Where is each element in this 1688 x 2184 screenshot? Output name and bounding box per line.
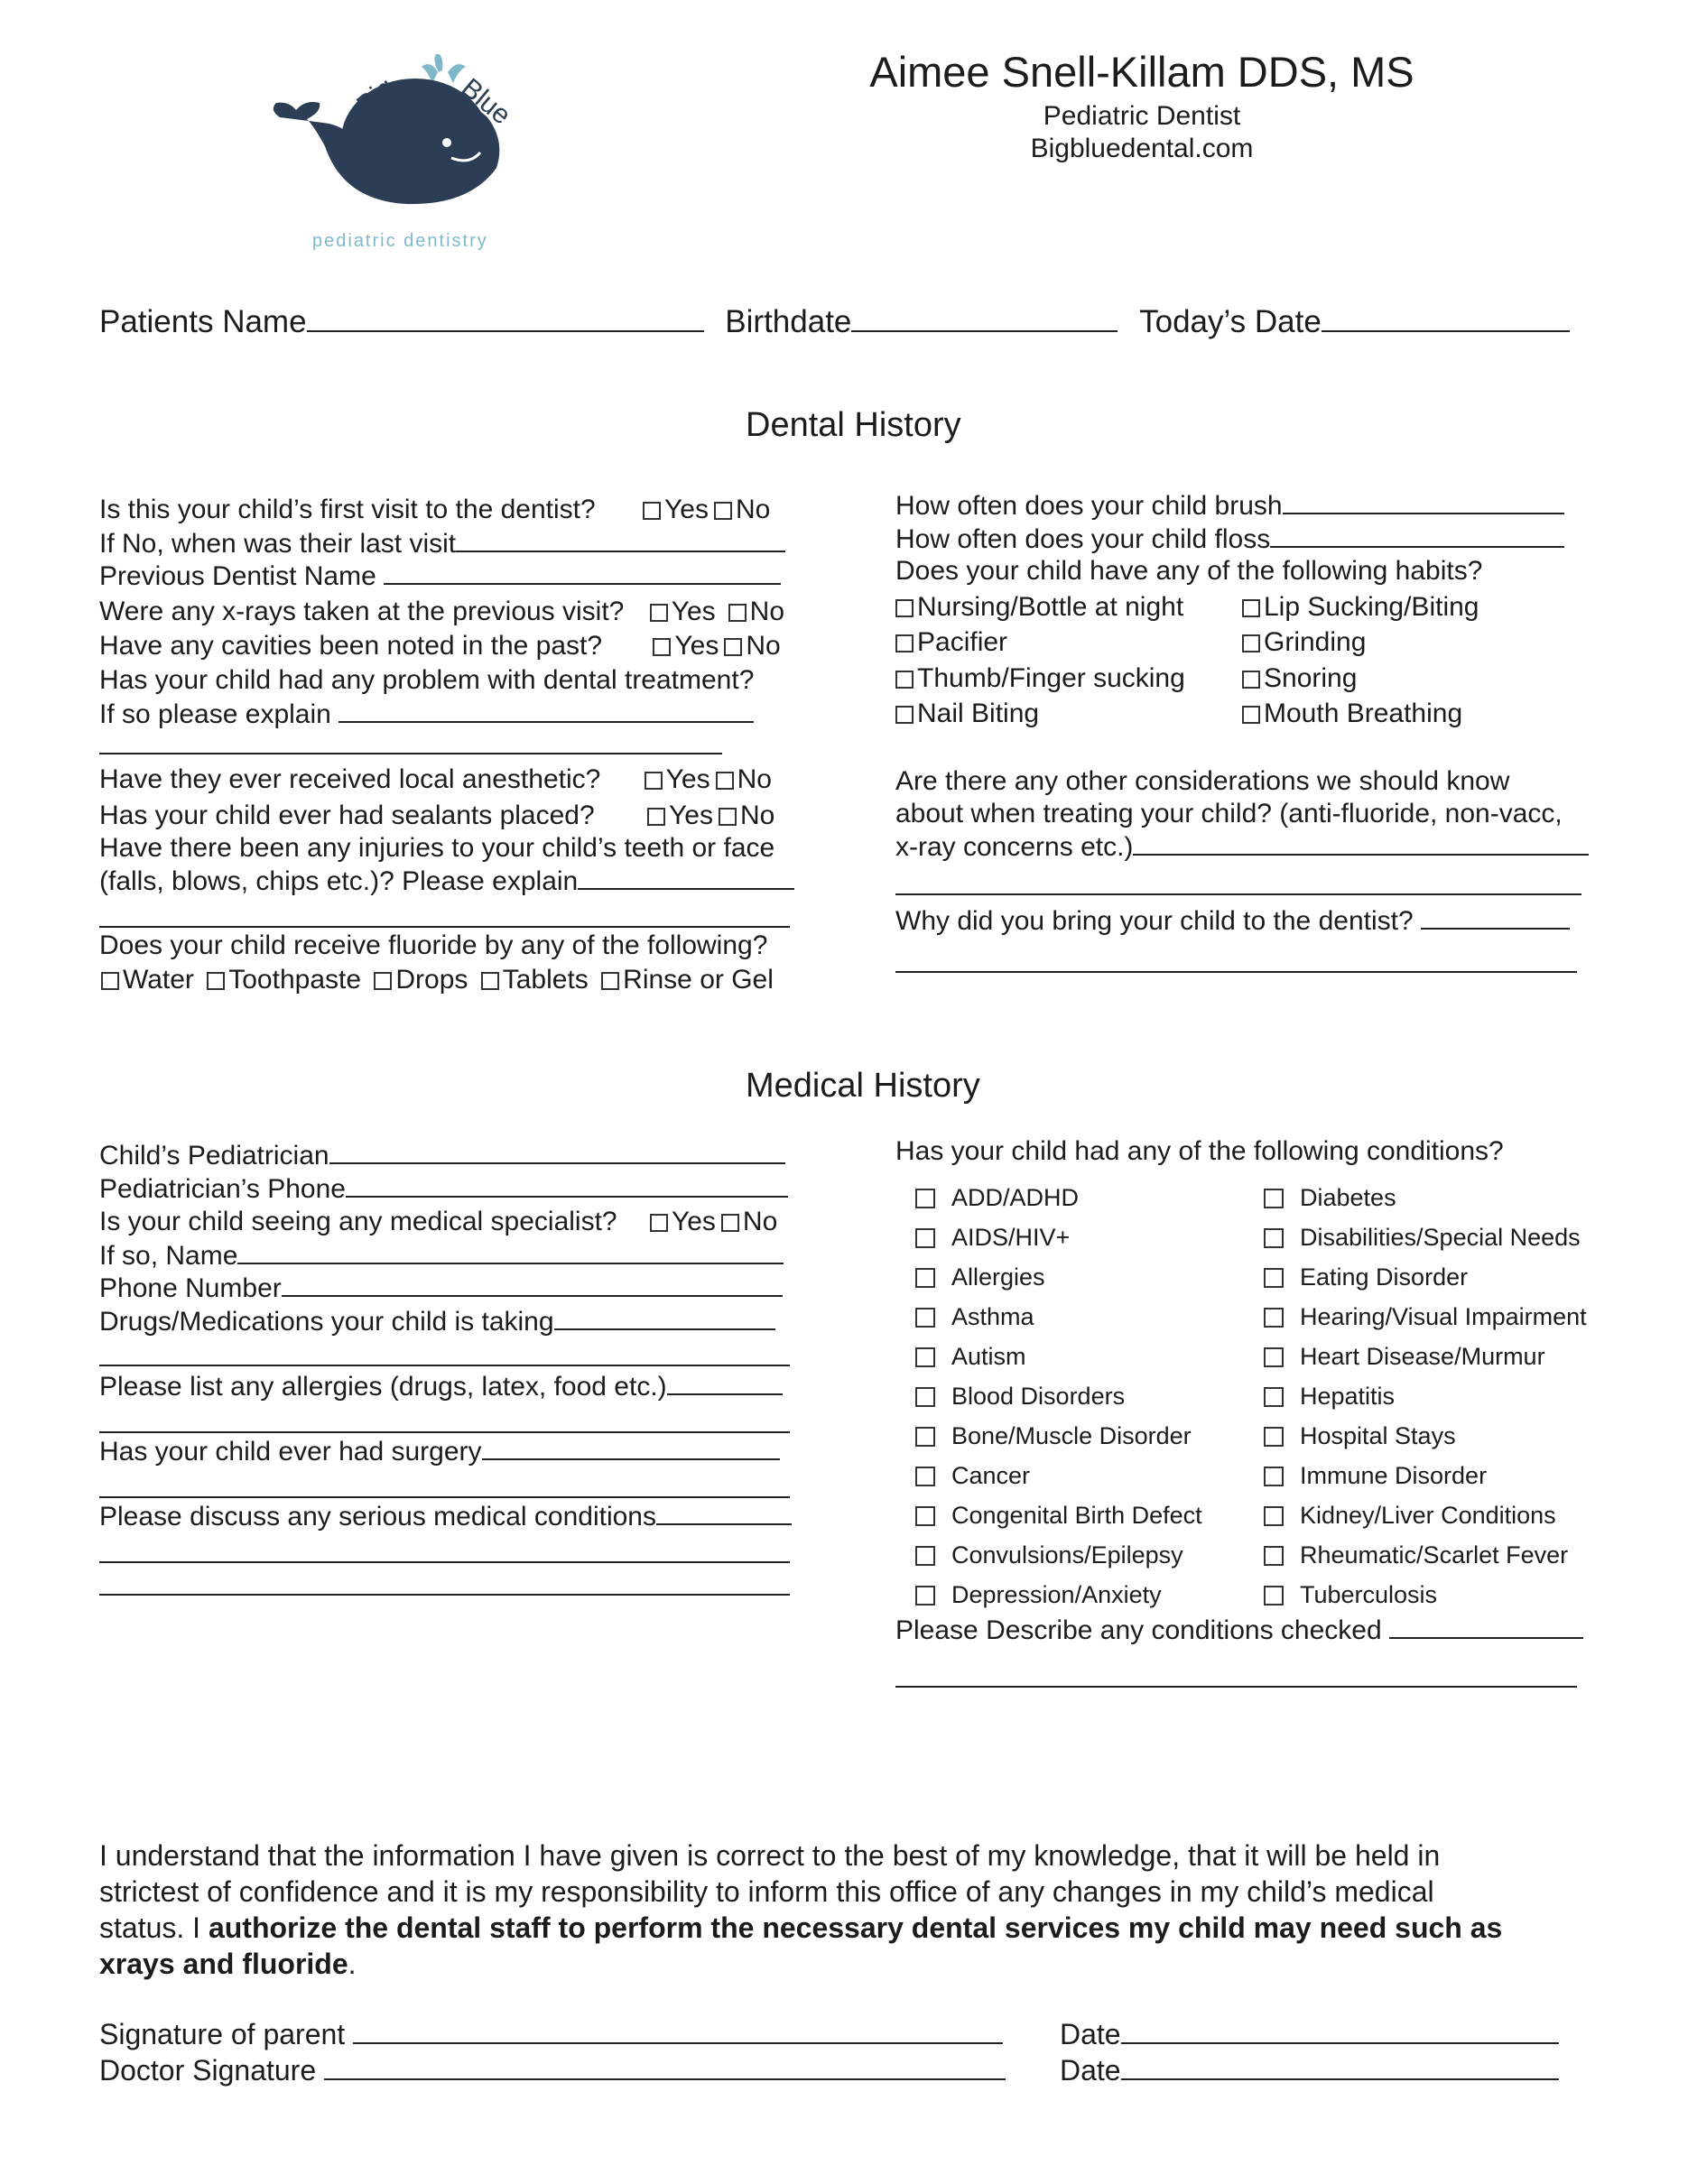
condition-item (1264, 1178, 1587, 1217)
condition-label: Eating Disorder (1300, 1263, 1469, 1291)
injuries-row (99, 865, 794, 898)
injuries-question-2: (falls, blows, chips etc.)? Please explain (99, 866, 579, 896)
anesthetic-no-checkbox[interactable] (716, 772, 734, 790)
drugs-label: Drugs/Medications your child is taking (99, 1307, 554, 1337)
condition-label: Disabilities/Special Needs (1300, 1224, 1581, 1251)
condition-checkbox[interactable] (1264, 1308, 1284, 1328)
other-considerations-3: x-ray concerns etc.) (895, 832, 1134, 862)
last-visit-label: If No, when was their last visit (99, 529, 457, 559)
condition-item (915, 1535, 1202, 1575)
first-visit-no-checkbox[interactable] (714, 502, 732, 520)
sealants-yes-checkbox[interactable] (647, 808, 665, 826)
condition-item (915, 1257, 1202, 1297)
fluoride-tablets-checkbox[interactable] (481, 972, 499, 990)
condition-label: Convulsions/Epilepsy (951, 1541, 1183, 1569)
condition-checkbox[interactable] (915, 1347, 935, 1367)
sealants-no-checkbox[interactable] (719, 808, 737, 826)
condition-item (1264, 1297, 1587, 1337)
fluoride-tablets-label: Tablets (502, 965, 589, 995)
consent-line-4-bold: xrays and fluoride (99, 1948, 348, 1980)
condition-checkbox[interactable] (1264, 1467, 1284, 1486)
serious-conditions-line2[interactable] (99, 1561, 790, 1563)
consent-line-3-normal: status. I (99, 1911, 209, 1944)
explain-row (99, 698, 754, 731)
logo-text-big: Big (351, 72, 401, 121)
condition-checkbox[interactable] (915, 1308, 935, 1328)
condition-item (1264, 1257, 1587, 1297)
condition-checkbox[interactable] (915, 1268, 935, 1288)
specialist-name-row (99, 1239, 784, 1272)
condition-item (1264, 1217, 1587, 1257)
patient-name-label: Patients Name (99, 304, 307, 339)
first-visit-question: Is this your child’s first visit to the dentist? (99, 495, 596, 524)
condition-checkbox[interactable] (915, 1189, 935, 1208)
cavities-row (99, 630, 781, 662)
explain-field[interactable] (339, 698, 754, 723)
parent-signature-label: Signature of parent (99, 2018, 346, 2050)
condition-checkbox[interactable] (1264, 1268, 1284, 1288)
parent-signature-field[interactable] (353, 2019, 1003, 2044)
surgery-row (99, 1435, 780, 1468)
drugs-field[interactable] (554, 1305, 775, 1330)
condition-label: Bone/Muscle Disorder (951, 1422, 1192, 1449)
prev-dentist-label: Previous Dentist Name (99, 561, 376, 591)
habit-item (895, 626, 1007, 659)
sealants-yes-label: Yes (669, 800, 713, 830)
habit-label: Grinding (1264, 627, 1367, 657)
condition-item (915, 1217, 1202, 1257)
habit-item (895, 662, 1185, 695)
phone-number-label: Phone Number (99, 1273, 282, 1303)
sealants-no-label: No (739, 800, 775, 830)
drugs-row (99, 1305, 775, 1338)
habit-checkbox[interactable] (895, 599, 914, 617)
condition-label: Hospital Stays (1300, 1422, 1456, 1449)
habit-checkbox[interactable] (1242, 706, 1260, 724)
condition-label: ADD/ADHD (951, 1184, 1080, 1211)
condition-item (915, 1575, 1202, 1615)
phone-number-field[interactable] (282, 1272, 783, 1297)
condition-item (915, 1178, 1202, 1217)
condition-item (1264, 1376, 1587, 1416)
parent-date-field[interactable] (1121, 2019, 1559, 2044)
other-considerations-1: Are there any other considerations we should know (895, 766, 1510, 796)
condition-label: Heart Disease/Murmur (1300, 1343, 1545, 1370)
doctor-signature-field[interactable] (324, 2055, 1006, 2080)
patient-name-field[interactable] (307, 307, 704, 332)
habit-item (895, 591, 1183, 624)
describe-field-line2[interactable] (895, 1686, 1577, 1688)
specialist-yes-checkbox[interactable] (650, 1214, 668, 1232)
last-visit-row (99, 527, 785, 560)
specialist-row (99, 1206, 777, 1238)
consent-line-1: I understand that the information I have given is correct to the best of my knowledge, that it will be held in (99, 1839, 1441, 1872)
condition-item (915, 1376, 1202, 1416)
ped-phone-label: Pediatrician’s Phone (99, 1174, 346, 1204)
why-field[interactable] (1421, 904, 1570, 930)
condition-item (1264, 1495, 1587, 1535)
fluoride-toothpaste-label: Toothpaste (228, 965, 362, 995)
serious-conditions-field[interactable] (656, 1500, 792, 1525)
habit-label: Lip Sucking/Biting (1264, 592, 1479, 622)
condition-item (1264, 1535, 1587, 1575)
consent-line-4 (99, 1946, 1502, 1982)
drugs-field-line2[interactable] (99, 1365, 790, 1366)
first-visit-no-label: No (735, 495, 771, 524)
condition-checkbox[interactable] (915, 1228, 935, 1248)
doctor-date-field[interactable] (1121, 2055, 1559, 2080)
condition-label: Rheumatic/Scarlet Fever (1300, 1541, 1569, 1569)
floss-row (895, 523, 1564, 556)
explain-field-line2[interactable] (99, 753, 722, 754)
fluoride-rinse-label: Rinse or Gel (623, 965, 774, 995)
cavities-no-label: No (746, 631, 781, 661)
condition-checkbox[interactable] (1264, 1189, 1284, 1208)
cavities-no-checkbox[interactable] (724, 638, 742, 656)
logo-text-blue: Blue (455, 72, 516, 131)
consent-line-2: strictest of confidence and it is my responsibility to inform this office of any changes in my child’s medical (99, 1875, 1434, 1908)
xrays-row (99, 596, 784, 628)
other-considerations-row (895, 830, 1589, 864)
condition-label: Hearing/Visual Impairment (1300, 1303, 1587, 1330)
why-row (895, 904, 1570, 938)
first-visit-yes-label: Yes (664, 495, 709, 524)
xrays-no-checkbox[interactable] (728, 604, 747, 622)
sealants-row (99, 800, 774, 832)
todays-date-field[interactable] (1322, 307, 1570, 332)
parent-date-row (1060, 2018, 1559, 2050)
birthdate-field[interactable] (851, 307, 1118, 332)
habit-item (895, 698, 1039, 730)
doctor-name: Aimee Snell-Killam DDS, MS (869, 48, 1414, 96)
first-visit-row (99, 494, 770, 526)
other-considerations-field[interactable] (1133, 830, 1589, 856)
condition-checkbox[interactable] (1264, 1347, 1284, 1367)
condition-checkbox[interactable] (915, 1586, 935, 1606)
condition-checkbox[interactable] (915, 1546, 935, 1566)
condition-checkbox[interactable] (1264, 1586, 1284, 1606)
patient-info-row (99, 303, 1570, 341)
first-visit-yes-checkbox[interactable] (643, 502, 661, 520)
habit-checkbox[interactable] (895, 706, 914, 724)
habit-label: Mouth Breathing (1264, 699, 1463, 728)
condition-item (915, 1495, 1202, 1535)
xrays-yes-label: Yes (671, 597, 716, 626)
habit-label: Nail Biting (917, 699, 1040, 728)
brush-field[interactable] (1283, 489, 1564, 514)
condition-label: Depression/Anxiety (951, 1581, 1162, 1608)
cavities-question: Have any cavities been noted in the past? (99, 631, 603, 661)
fluoride-question: Does your child receive fluoride by any of the following? (99, 930, 768, 960)
habit-checkbox[interactable] (1242, 599, 1260, 617)
injuries-field[interactable] (578, 865, 794, 890)
serious-conditions-row (99, 1500, 792, 1533)
injuries-question-1: Have there been any injuries to your child’s teeth or face (99, 833, 775, 863)
serious-conditions-label: Please discuss any serious medical conditions (99, 1502, 656, 1532)
describe-label: Please Describe any conditions checked (895, 1615, 1382, 1645)
describe-field[interactable] (1389, 1614, 1583, 1639)
serious-conditions-line3[interactable] (99, 1594, 790, 1596)
pediatrician-label: Child’s Pediatrician (99, 1141, 329, 1171)
habit-label: Pacifier (917, 627, 1008, 657)
brush-question: How often does your child brush (895, 491, 1283, 521)
explain-label: If so please explain (99, 699, 331, 729)
medical-history-title: Medical History (746, 1067, 980, 1105)
habit-checkbox[interactable] (895, 671, 914, 689)
xrays-yes-checkbox[interactable] (650, 604, 668, 622)
specialist-name-label: If so, Name (99, 1241, 238, 1271)
condition-label: Tuberculosis (1300, 1581, 1438, 1608)
fluoride-water-label: Water (123, 965, 194, 995)
describe-row (895, 1614, 1583, 1647)
condition-item (1264, 1416, 1587, 1456)
anesthetic-question: Have they ever received local anesthetic? (99, 764, 601, 794)
phone-number-row (99, 1272, 783, 1305)
xrays-question: Were any x-rays taken at the previous visit? (99, 597, 625, 626)
todays-date-label: Today’s Date (1139, 304, 1322, 339)
anesthetic-row (99, 763, 772, 796)
parent-date-label: Date (1060, 2018, 1121, 2050)
specialty: Pediatric Dentist (1043, 101, 1241, 131)
specialist-name-field[interactable] (237, 1239, 784, 1264)
other-considerations-line2[interactable] (895, 893, 1581, 895)
problem-question: Has your child had any problem with dental treatment? (99, 665, 755, 695)
fluoride-drops-checkbox[interactable] (374, 972, 392, 990)
habit-item (1242, 591, 1479, 624)
conditions-col1 (915, 1178, 1202, 1615)
condition-item (915, 1337, 1202, 1376)
condition-label: Immune Disorder (1300, 1462, 1488, 1489)
condition-label: Hepatitis (1300, 1383, 1396, 1410)
condition-checkbox[interactable] (915, 1427, 935, 1447)
parent-signature-row (99, 2018, 1003, 2050)
condition-checkbox[interactable] (1264, 1387, 1284, 1407)
logo-tagline: pediatric dentistry (312, 231, 488, 251)
allergies-field[interactable] (667, 1370, 783, 1395)
conditions-col2 (1264, 1178, 1587, 1615)
fluoride-water-checkbox[interactable] (101, 972, 119, 990)
habit-checkbox[interactable] (895, 634, 914, 652)
fluoride-drops-label: Drops (395, 965, 468, 995)
cavities-yes-checkbox[interactable] (653, 638, 671, 656)
consent-text (99, 1837, 1502, 1982)
brush-row (895, 489, 1564, 523)
condition-item (1264, 1575, 1587, 1615)
fluoride-options (96, 964, 774, 996)
condition-label: Asthma (951, 1303, 1034, 1330)
condition-checkbox[interactable] (1264, 1506, 1284, 1526)
condition-label: Congenital Birth Defect (951, 1502, 1202, 1529)
doctor-signature-row (99, 2054, 1006, 2087)
doctor-date-label: Date (1060, 2054, 1121, 2087)
birthdate-label: Birthdate (725, 304, 852, 339)
website: Bigbluedental.com (1030, 134, 1254, 163)
specialist-yes-label: Yes (671, 1207, 716, 1236)
condition-item (1264, 1337, 1587, 1376)
fluoride-toothpaste-checkbox[interactable] (207, 972, 225, 990)
surgery-field-line2[interactable] (99, 1496, 790, 1498)
habit-label: Snoring (1264, 663, 1358, 693)
pediatrician-field[interactable] (329, 1139, 785, 1164)
pediatrician-row (99, 1139, 785, 1172)
condition-checkbox[interactable] (915, 1387, 935, 1407)
habit-item (1242, 698, 1462, 730)
anesthetic-yes-checkbox[interactable] (645, 772, 663, 790)
injuries-field-line2[interactable] (99, 926, 790, 928)
habits-question: Does your child have any of the following habits? (895, 556, 1483, 586)
habit-checkbox[interactable] (1242, 634, 1260, 652)
consent-line-4-end: . (348, 1948, 357, 1980)
consent-line-3-bold: authorize the dental staff to perform the necessary dental services my child may need such as (208, 1911, 1503, 1944)
condition-item (915, 1456, 1202, 1495)
prev-dentist-row (99, 560, 781, 593)
allergies-row (99, 1370, 783, 1403)
surgery-field[interactable] (482, 1435, 780, 1460)
ped-phone-row (99, 1172, 788, 1206)
condition-label: Autism (951, 1343, 1026, 1370)
condition-label: Allergies (951, 1263, 1045, 1291)
specialist-no-label: No (742, 1207, 778, 1236)
other-considerations-2: about when treating your child? (anti-fluoride, non-vacc, (895, 799, 1563, 828)
floss-field[interactable] (1270, 523, 1564, 548)
anesthetic-yes-label: Yes (665, 764, 710, 794)
condition-label: Kidney/Liver Conditions (1300, 1502, 1556, 1529)
conditions-question: Has your child had any of the following conditions? (895, 1136, 1504, 1166)
consent-line-3 (99, 1910, 1502, 1946)
floss-question: How often does your child floss (895, 524, 1271, 554)
condition-label: AIDS/HIV+ (951, 1224, 1071, 1251)
condition-item (1264, 1456, 1587, 1495)
specialist-no-checkbox[interactable] (721, 1214, 739, 1232)
condition-checkbox[interactable] (915, 1506, 935, 1526)
condition-checkbox[interactable] (1264, 1546, 1284, 1566)
specialist-question: Is your child seeing any medical specialist? (99, 1207, 617, 1236)
fluoride-rinse-checkbox[interactable] (601, 972, 619, 990)
logo (253, 54, 524, 262)
condition-label: Diabetes (1300, 1184, 1396, 1211)
cavities-yes-label: Yes (674, 631, 719, 661)
doctor-signature-label: Doctor Signature (99, 2054, 317, 2087)
doctor-date-row (1060, 2054, 1559, 2087)
habit-checkbox[interactable] (1242, 671, 1260, 689)
condition-label: Cancer (951, 1462, 1031, 1489)
last-visit-field[interactable] (456, 527, 785, 552)
dental-history-title: Dental History (746, 406, 961, 444)
surgery-label: Has your child ever had surgery (99, 1437, 482, 1467)
allergies-field-line2[interactable] (99, 1431, 790, 1433)
prev-dentist-field[interactable] (384, 560, 781, 585)
anesthetic-no-label: No (737, 764, 772, 794)
ped-phone-field[interactable] (346, 1172, 788, 1198)
habit-item (1242, 626, 1366, 659)
condition-checkbox[interactable] (1264, 1427, 1284, 1447)
why-question: Why did you bring your child to the dentist? (895, 906, 1414, 936)
habit-item (1242, 662, 1357, 695)
xrays-no-label: No (749, 597, 785, 626)
condition-item (915, 1297, 1202, 1337)
why-field-line2[interactable] (895, 971, 1577, 973)
condition-checkbox[interactable] (915, 1467, 935, 1486)
condition-label: Blood Disorders (951, 1383, 1126, 1410)
allergies-label: Please list any allergies (drugs, latex, food etc.) (99, 1372, 667, 1402)
condition-item (915, 1416, 1202, 1456)
habit-label: Nursing/Bottle at night (917, 592, 1184, 622)
condition-checkbox[interactable] (1264, 1228, 1284, 1248)
sealants-question: Has your child ever had sealants placed? (99, 800, 595, 830)
habit-label: Thumb/Finger sucking (917, 663, 1185, 693)
